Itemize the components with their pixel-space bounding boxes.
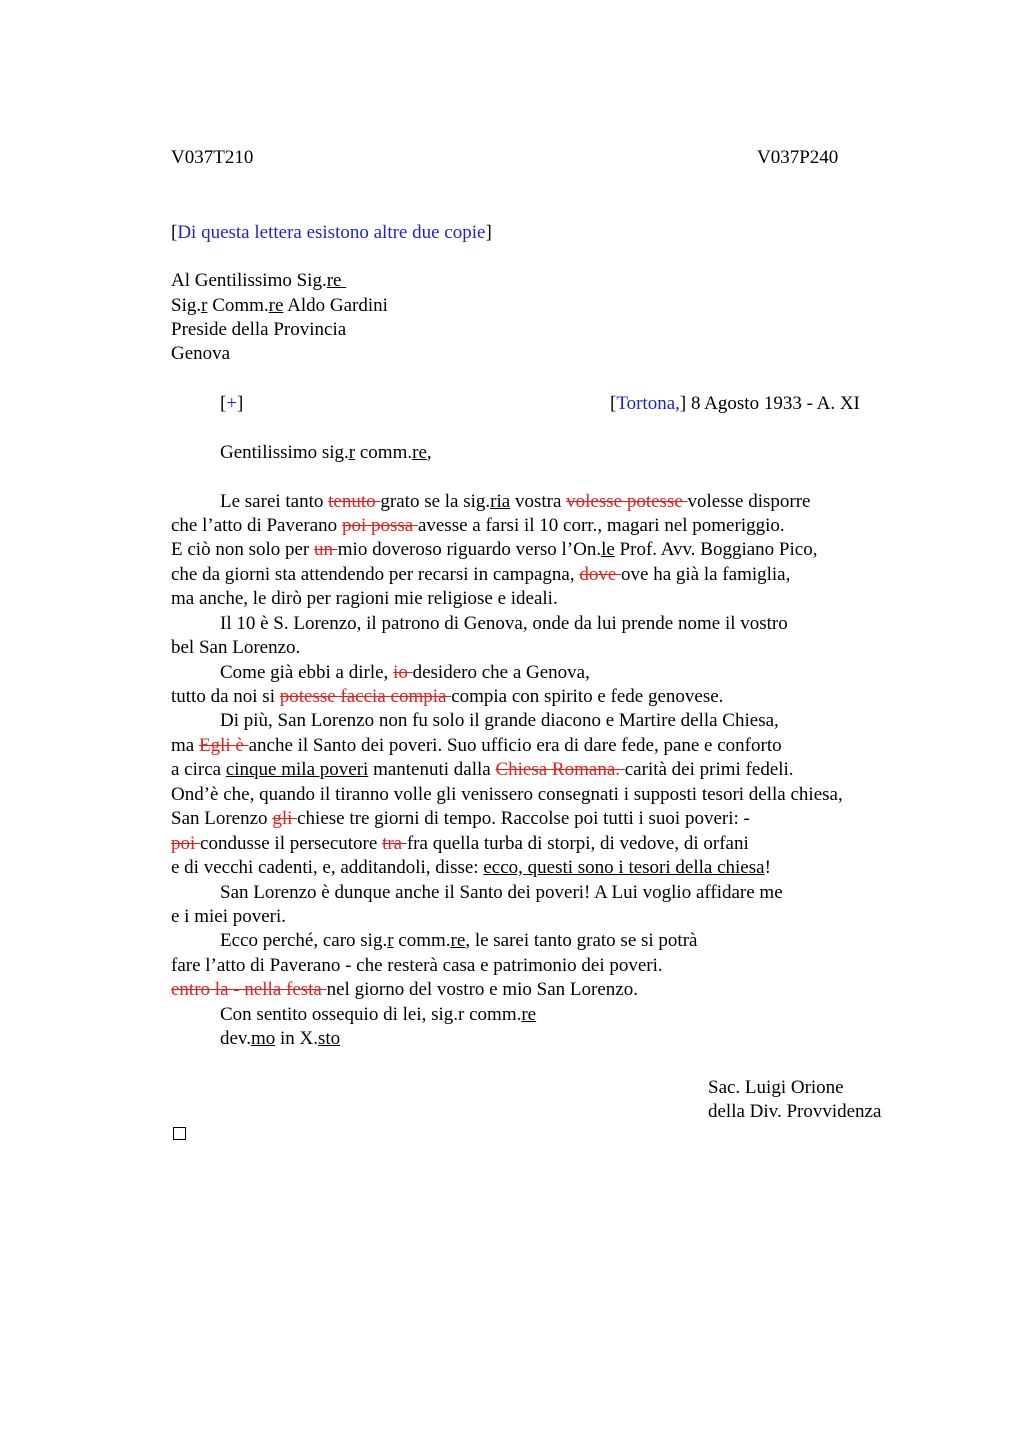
body-line: e i miei poveri.	[171, 906, 287, 927]
body-line: ma Egli è anche il Santo dei poveri. Suo ufficio era di dare fede, pane e conforto	[171, 735, 782, 756]
body-line: ma anche, le dirò per ragioni mie religiose e ideali.	[171, 588, 558, 609]
body-line: Di più, San Lorenzo non fu solo il grande diacono e Martire della Chiesa,	[220, 710, 779, 731]
body-line: entro la - nella festa nel giorno del vostro e mio San Lorenzo.	[171, 979, 638, 1000]
body-line: San Lorenzo è dunque anche il Santo dei poveri! A Lui voglio affidare me	[220, 882, 783, 903]
body-line: poi condusse il persecutore tra fra quella turba di storpi, di vedove, di orfani	[171, 833, 749, 854]
deleted-text: tra	[382, 833, 407, 854]
body-line: E ciò non solo per un mio doveroso riguardo verso l’On.le Prof. Avv. Boggiano Pico,	[171, 539, 818, 560]
signature-title: della Div. Provvidenza	[708, 1101, 882, 1122]
body-line: che l’atto di Paverano poi possa avesse a farsi il 10 corr., magari nel pomeriggio.	[171, 515, 785, 536]
body-line: a circa cinque mila poveri mantenuti dalla Chiesa Romana. carità dei primi fedeli.	[171, 759, 794, 780]
closing-line-2: dev.mo in X.sto	[220, 1028, 341, 1049]
salutation: Gentilissimo sig.r comm.re,	[220, 442, 432, 463]
body-line: Ecco perché, caro sig.r comm.re, le sarei tanto grato se si potrà	[220, 930, 698, 951]
deleted-text: dove	[579, 564, 622, 585]
body-line: e di vecchi cadenti, e, additandoli, disse: ecco, questi sono i tesori della chiesa!	[171, 857, 771, 878]
deleted-text: poi	[171, 833, 201, 854]
closing-line-1: Con sentito ossequio di lei, sig.r comm.re	[220, 1004, 537, 1025]
editorial-note: [Di questa lettera esistono altre due copie]	[171, 222, 492, 243]
header-left-code: V037T210	[171, 147, 254, 168]
body-line: Come già ebbi a dirle, io desidero che a Genova,	[220, 662, 590, 683]
deleted-text: volesse potesse	[566, 491, 688, 512]
body-line: Il 10 è S. Lorenzo, il patrono di Genova, onde da lui prende nome il vostro	[220, 613, 788, 634]
cross-mark: [+]	[220, 393, 244, 414]
signature-name: Sac. Luigi Orione	[708, 1077, 844, 1098]
body-line: Le sarei tanto tenuto grato se la sig.ria vostra volesse potesse volesse disporre	[220, 491, 811, 512]
deleted-text: poi possa	[341, 515, 418, 536]
address-line-4: Genova	[171, 343, 231, 364]
address-line-2: Sig.r Comm.re Aldo Gardini	[171, 295, 388, 316]
address-line-1: Al Gentilissimo Sig.re	[171, 270, 342, 291]
place-name: Tortona,	[616, 393, 680, 414]
date-line: [Tortona,] 8 Agosto 1933 - A. XI	[610, 393, 860, 414]
address-line-3: Preside della Provincia	[171, 319, 347, 340]
body-line: tutto da noi si potesse faccia compia compia con spirito e fede genovese.	[171, 686, 724, 707]
deleted-text: tenuto	[328, 491, 381, 512]
body-line: fare l’atto di Paverano - che resterà casa e patrimonio dei poveri.	[171, 955, 663, 976]
deleted-text: potesse faccia compia	[279, 686, 452, 707]
deleted-text: un	[314, 539, 338, 560]
body-line: San Lorenzo gli chiese tre giorni di tempo. Raccolse poi tutti i suoi poveri: -	[171, 808, 750, 829]
body-line: che da giorni sta attendendo per recarsi in campagna, dove ove ha già la famiglia,	[171, 564, 791, 585]
body-line: Ond’è che, quando il tiranno volle gli venissero consegnati i supposti tesori della chiesa,	[171, 784, 843, 805]
end-square-marker	[173, 1127, 186, 1140]
deleted-text: Egli è	[198, 735, 249, 756]
header-right-code: V037P240	[757, 147, 839, 168]
body-line: bel San Lorenzo.	[171, 637, 301, 658]
deleted-text: entro la - nella festa	[171, 979, 327, 1000]
deleted-text: gli	[272, 808, 298, 829]
editorial-note-text: Di questa lettera esistono altre due copie	[177, 222, 486, 243]
deleted-text: io	[393, 662, 413, 683]
deleted-text: Chiesa Romana.	[495, 759, 625, 780]
